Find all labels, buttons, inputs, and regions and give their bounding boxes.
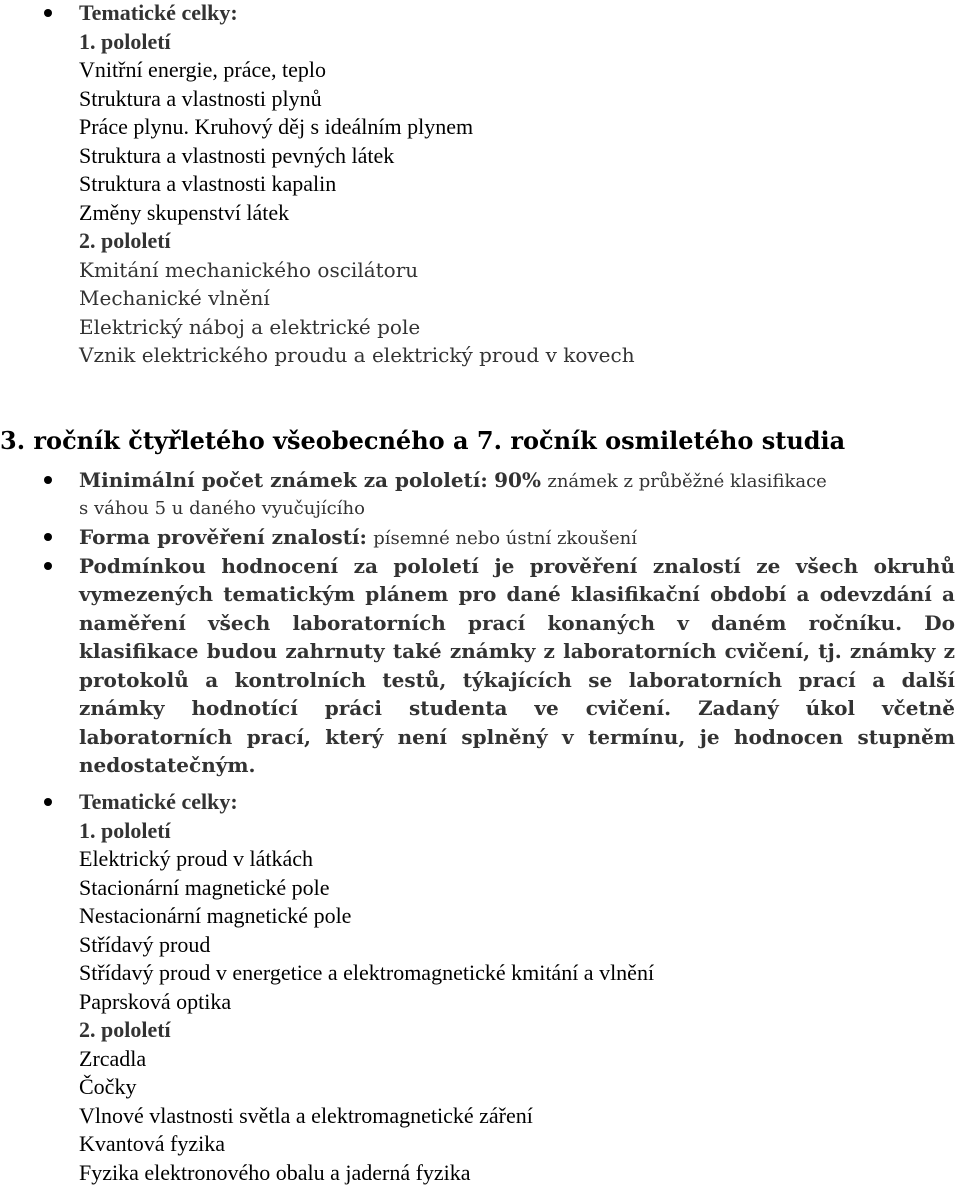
grade-3-heading: 3. ročník čtyřletého všeobecného a 7. ročník osmiletého studia xyxy=(0,427,845,456)
bullet-icon xyxy=(44,533,52,541)
topic-item: Struktura a vlastnosti pevných látek xyxy=(79,142,394,171)
topic-item: Vlnové vlastnosti světla a elektromagnetické záření xyxy=(79,1102,533,1131)
topics-title-row xyxy=(0,0,960,28)
topic-item: Práce plynu. Kruhový děj s ideálním plynem xyxy=(79,113,473,142)
semester-2-label: 2. pololetí xyxy=(79,227,171,256)
bullet-icon xyxy=(44,9,52,17)
topic-item: Nestacionární magnetické pole xyxy=(79,902,351,931)
min-marks-pct: 90% xyxy=(494,468,541,492)
semester-1-row xyxy=(0,28,960,57)
topics-title: Tematické celky: xyxy=(79,0,238,28)
topic-item: Struktura a vlastnosti kapalin xyxy=(79,170,336,199)
topic-item: Vznik elektrického proudu a elektrický proud v kovech xyxy=(79,341,635,370)
topic-item: Paprsková optika xyxy=(79,988,231,1017)
section-1-topics xyxy=(0,0,960,370)
forma-label: Forma prověření znalostí: xyxy=(79,525,367,549)
bullet-icon xyxy=(44,476,52,484)
grade-3-heading-row xyxy=(0,427,960,456)
grade-3-topics xyxy=(0,788,960,1187)
forma-value: písemné nebo ústní zkoušení xyxy=(373,528,637,549)
topic-item: Struktura a vlastnosti plynů xyxy=(79,85,322,114)
requirements-list xyxy=(0,466,960,780)
podminka-row xyxy=(0,552,960,780)
topic-item: Kmitání mechanického oscilátoru xyxy=(79,256,418,285)
topics-title: Tematické celky: xyxy=(79,788,238,817)
topic-item: Střídavý proud xyxy=(79,931,210,960)
semester-1-label: 1. pololetí xyxy=(79,817,171,846)
min-marks-rest-2: s váhou 5 u daného vyučujícího xyxy=(79,495,365,524)
semester-2-row xyxy=(0,227,960,256)
semester-1-label: 1. pololetí xyxy=(79,28,171,57)
topic-item: Mechanické vlnění xyxy=(79,284,270,313)
forma-row xyxy=(0,523,960,552)
topic-item: Vnitřní energie, práce, teplo xyxy=(79,56,326,85)
podminka-paragraph: Podmínkou hodnocení za pololetí je prověření znalostí ze všech okruhů vymezených tematickým plánem pro dané klasifikační období a odevzdání a naměření všech laboratorních prací konaných v daném ročníku. Do klasifikace budou zahrnuty také známky z laboratorních cvičení, tj. známky z protokolů a kontrolních testů, týkajících se laboratorních prací a další známky hodnotící práci studenta ve cvičení. Zadaný úkol včetně laboratorních prací, který není splněný v termínu, je hodnocen stupněm nedostatečným. xyxy=(79,552,955,780)
topics-title-row xyxy=(0,788,960,817)
bullet-icon xyxy=(44,798,52,806)
topic-item: Kvantová fyzika xyxy=(79,1130,225,1159)
min-marks-rest: známek z průběžné klasifikace xyxy=(547,471,826,492)
topic-item: Čočky xyxy=(79,1073,136,1102)
min-marks-label: Minimální počet známek za pololetí: xyxy=(79,468,488,492)
topic-item: Elektrický proud v látkách xyxy=(79,845,313,874)
topic-item: Zrcadla xyxy=(79,1045,146,1074)
topic-item: Změny skupenství látek xyxy=(79,199,289,228)
min-marks-row xyxy=(0,466,960,495)
semester-2-label: 2. pololetí xyxy=(79,1016,171,1045)
topic-item: Střídavý proud v energetice a elektromagnetické kmitání a vlnění xyxy=(79,959,654,988)
topic-item: Stacionární magnetické pole xyxy=(79,874,329,903)
topic-item: Elektrický náboj a elektrické pole xyxy=(79,313,420,342)
bullet-icon xyxy=(44,562,52,570)
topic-item: Fyzika elektronového obalu a jaderná fyzika xyxy=(79,1159,471,1187)
